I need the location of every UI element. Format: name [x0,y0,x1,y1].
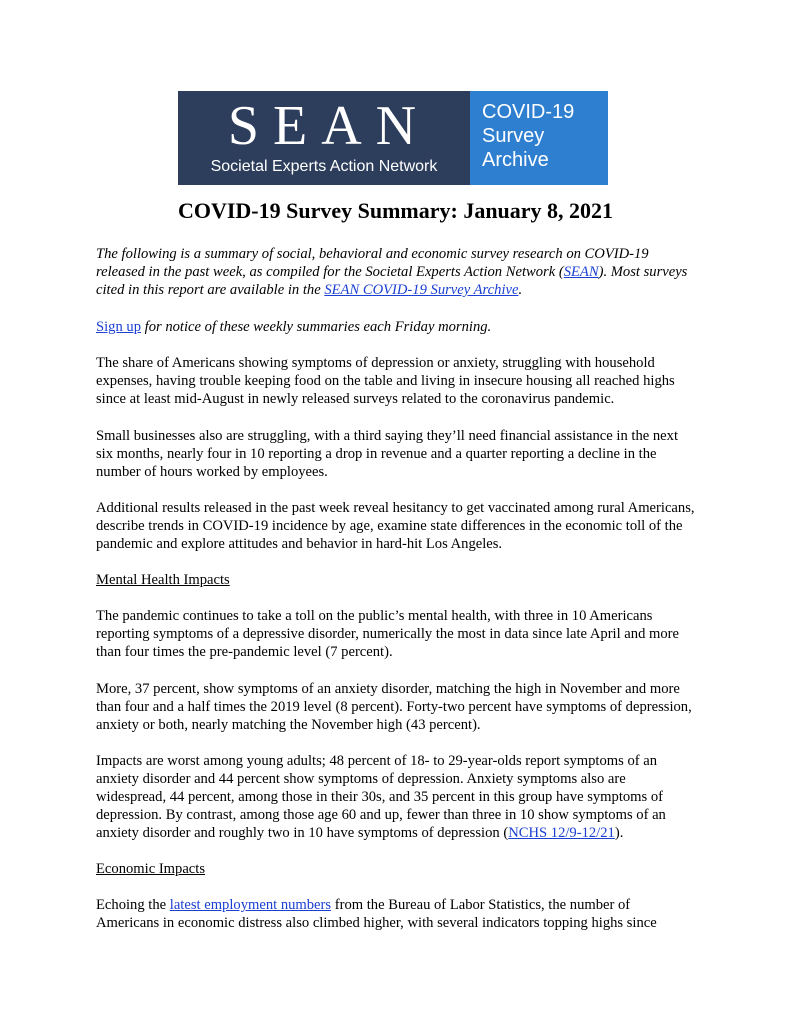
page-title: COVID-19 Survey Summary: January 8, 2021 [177,198,614,223]
network-name: Societal Experts Action Network [210,158,438,175]
sean-link[interactable]: SEAN [563,264,599,280]
economic-impacts-heading: Economic Impacts [96,861,206,877]
paragraph-7-text: Echoing the [96,897,170,913]
paragraph-7 [96,896,696,932]
archive-badge [470,91,608,185]
paragraph-4: The pandemic continues to take a toll on the public’s mental health, with three in 10 Americans reporting symptoms of a depressive disorder, numerically the most in data since late April and more than four times the pre-pandemic level (7 percent). [96,608,680,660]
paragraph-7-rest: from the Bureau of Labor Statistics, the number of Americans in economic distress also climbed higher, with several indicators topping highs since [96,897,657,931]
sign-up-link[interactable]: Sign up [96,319,142,335]
nchs-link[interactable]: NCHS 12/9-12/21 [508,825,615,841]
sean-logo [178,91,470,185]
sean-banner [178,91,608,185]
employment-numbers-link[interactable]: latest employment numbers [169,897,332,913]
intro-text-1: The following is a summary of social, behavioral and economic survey research on COVID-19 released in the past week, as compiled for the Societal Experts Action Network ( [96,246,649,280]
paragraph-3: Additional results released in the past week reveal hesitancy to get vaccinated among rural Americans, describe trends in COVID-19 incidence by age, examine state differences in the economic toll of the pandemic and explore attitudes and behavior in hard-hit Los Angeles. [96,500,695,552]
intro-text-3: . [518,282,523,298]
paragraph-1: The share of Americans showing symptoms of depression or anxiety, struggling with household expenses, having trouble keeping food on the table and living in insecure housing all reached highs since at least mid-August in newly released surveys related to the coronavirus pandemic. [96,355,675,407]
signup-line [96,318,696,336]
signup-text: for notice of these weekly summaries each Friday morning. [141,319,492,335]
paragraph-2: Small businesses also are struggling, with a third saying they’ll need financial assistance in the next six months, nearly four in 10 reporting a drop in revenue and a quarter reporting a decline in the number of hours worked by employees. [96,428,678,480]
intro-text-2: ). Most surveys cited in this report are available in the [96,264,688,298]
paragraph-6-end: ). [614,825,624,841]
paragraph-6 [96,752,696,842]
paragraph-5: More, 37 percent, show symptoms of an anxiety disorder, matching the high in November and more than four and a half times the 2019 level (8 percent). Forty-two percent have symptoms of depression, anxiety or both, nearly matching the November high (43 percent). [96,681,692,733]
sean-wordmark: SEAN [227,95,431,157]
archive-label: COVID-19 Survey Archive [482,101,575,171]
intro-paragraph [96,245,696,299]
survey-archive-link[interactable]: SEAN COVID-19 Survey Archive [324,282,519,298]
mental-health-heading: Mental Health Impacts [96,572,230,588]
paragraph-6-text: Impacts are worst among young adults; 48 percent of 18- to 29-year-olds report symptoms of an anxiety disorder and 44 percent show symptoms of depression. Anxiety symptoms also are widespread, 44 percent, among those in their 30s, and 35 percent in this group have symptoms of depression. By contrast, among those age 60 and up, fewer than three in 10 show symptoms of an anxiety disorder and roughly two in 10 have symptoms of depression ( [96,753,666,841]
